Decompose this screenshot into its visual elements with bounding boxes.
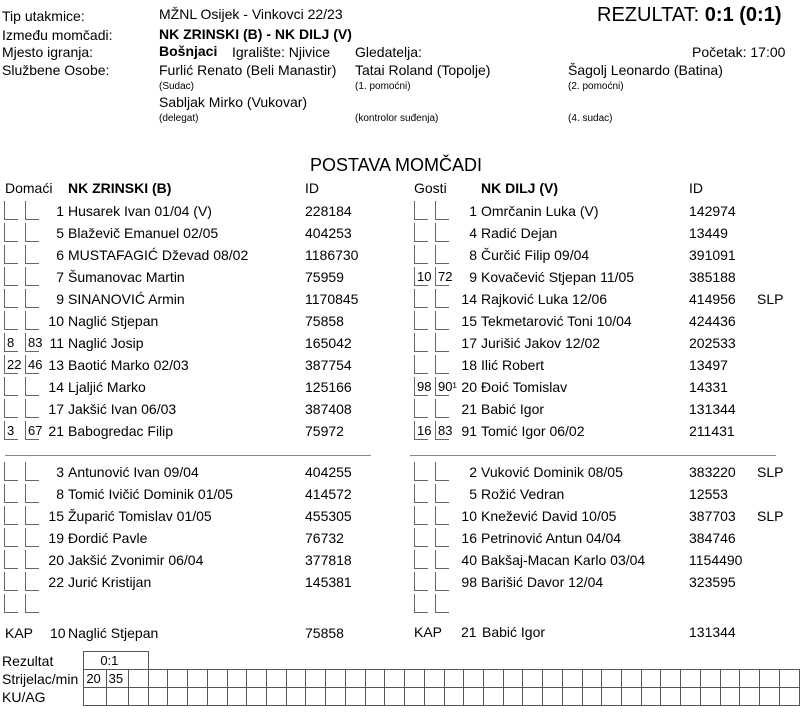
minute-box-out: 83: [435, 421, 449, 440]
player-name: Ilić Robert: [481, 357, 545, 373]
player-id: 391091: [689, 247, 736, 263]
player-name: Radić Dejan: [481, 225, 558, 241]
kuag-cell: [562, 688, 582, 706]
player-name: Kovačević Stjepan 11/05: [481, 269, 635, 285]
player-id: 385188: [689, 269, 736, 285]
scorer-cell: [582, 670, 602, 688]
minute-box-in: [414, 311, 428, 330]
kuag-cell: [700, 688, 720, 706]
minute-box-in: [414, 201, 428, 220]
kuag-cell: [168, 688, 188, 706]
player-id: 1154490: [689, 552, 743, 568]
scorer-cell: [129, 670, 149, 688]
player-id: 414572: [305, 486, 352, 502]
minute-box-in: 16: [414, 421, 428, 440]
player-name: Tomić Ivičić Dominik 01/05: [68, 486, 233, 502]
scorer-cell: 20: [84, 670, 106, 688]
officials-label: Službene Osobe:: [2, 62, 110, 78]
scorer-cell: [681, 670, 701, 688]
kuag-cell: [779, 688, 799, 706]
player-name: Babić Igor: [481, 401, 545, 417]
lineup-title: POSTAVA MOMČADI: [310, 155, 483, 175]
scorer-cell: [247, 670, 267, 688]
away-team-name: NK DILJ (V): [481, 180, 558, 196]
minute-box-in: 8: [4, 333, 18, 352]
player-number: 40: [461, 552, 477, 568]
scorer-cell: [227, 670, 247, 688]
player-number: 20: [461, 379, 477, 395]
player-name: Blaževič Emanuel 02/05: [68, 225, 219, 241]
player-number: 20: [48, 552, 64, 568]
minute-box-out: 90¹: [435, 377, 449, 396]
player-name: Tomić Igor 06/02: [481, 423, 585, 439]
player-number: 1: [469, 203, 477, 219]
player-name: Tekmetarović Toni 10/04: [481, 313, 632, 329]
player-id: 14331: [689, 379, 728, 395]
minute-box-in: [4, 594, 18, 613]
player-name: Husarek Ivan 01/04 (V): [68, 203, 212, 219]
kuag-cell: [385, 688, 405, 706]
player-name: Rajković Luka 12/06: [481, 291, 608, 307]
player-name: Jakšić Zvonimir 06/04: [68, 552, 204, 568]
player-note: SLP: [757, 291, 784, 307]
scorer-cell: [444, 670, 464, 688]
player-name: Baotić Marko 02/03: [68, 357, 189, 373]
kuag-cell: [621, 688, 641, 706]
player-number: 14: [48, 379, 64, 395]
player-id: 1170845: [305, 291, 359, 307]
minute-box-in: [414, 399, 428, 418]
scorer-cell: [700, 670, 720, 688]
player-name: Šumanovac Martin: [68, 269, 185, 285]
scorer-cell: [326, 670, 346, 688]
player-number: 3: [56, 464, 64, 480]
player-name: Ljaljić Marko: [68, 379, 146, 395]
player-name: MUSTAFAGIĆ Dževad 08/02: [68, 247, 249, 263]
official-name: Šagolj Leonardo (Batina): [568, 62, 723, 78]
scorer-cell: [483, 670, 503, 688]
player-id: 1186730: [305, 247, 359, 263]
minute-box-in: [4, 506, 18, 525]
scorer-cell: [503, 670, 523, 688]
minute-box-out: [435, 594, 449, 613]
minute-box-in: [4, 484, 18, 503]
away-captain-number: 21: [461, 624, 477, 640]
player-number: 98: [461, 574, 477, 590]
player-number: 15: [48, 508, 64, 524]
player-id: 414956: [689, 291, 736, 307]
minute-box-in: [4, 311, 18, 330]
player-note: SLP: [757, 464, 784, 480]
kuag-cell: [106, 688, 128, 706]
kuag-cell: [582, 688, 602, 706]
kuag-row: [0, 688, 800, 706]
minute-box-in: 3: [4, 421, 18, 440]
minute-box-in: [4, 245, 18, 264]
player-id: 377818: [305, 552, 352, 568]
minute-box-out: 83: [25, 333, 39, 352]
player-id: 13449: [689, 225, 728, 241]
scorer-cell: [523, 670, 543, 688]
scorer-cell: [385, 670, 405, 688]
minute-box-in: [414, 484, 428, 503]
scorer-cell: [641, 670, 661, 688]
away-side-label: Gosti: [414, 180, 447, 196]
minute-box-in: [414, 462, 428, 481]
minute-box-in: [4, 201, 18, 220]
player-id: 387408: [305, 401, 352, 417]
player-id: 145381: [305, 574, 352, 590]
kuag-cell: [267, 688, 287, 706]
scorer-cell: [720, 670, 740, 688]
player-id: 165042: [305, 335, 352, 351]
minute-box-in: [414, 572, 428, 591]
player-id: 75858: [305, 313, 344, 329]
venue-value: Bošnjaci: [159, 43, 218, 59]
player-number: 17: [461, 335, 477, 351]
player-number: 5: [469, 486, 477, 502]
home-captain-number: 10: [50, 625, 66, 641]
player-id: 211431: [689, 423, 735, 439]
result-value: 0:1 (0:1): [704, 4, 782, 26]
minute-box-in: [414, 289, 428, 308]
scorer-cell: [148, 670, 168, 688]
scorer-cell: [345, 670, 365, 688]
scorer-cell: [562, 670, 582, 688]
player-name: Naglić Josip: [68, 335, 144, 351]
kuag-cell: [444, 688, 464, 706]
minute-box-in: [414, 223, 428, 242]
player-id: 202533: [689, 335, 736, 351]
results-table: [0, 651, 800, 706]
player-id: 125166: [305, 379, 352, 395]
player-name: Knežević David 10/05: [481, 508, 617, 524]
player-number: 9: [469, 269, 477, 285]
player-number: 4: [469, 225, 477, 241]
home-captain-label: KAP: [5, 625, 34, 641]
scorer-cell: 35: [106, 670, 128, 688]
kuag-row-label: KU/AG: [2, 688, 46, 705]
player-number: 10: [461, 508, 477, 524]
scorer-cell: [424, 670, 444, 688]
official-name: Sabljak Mirko (Vukovar): [159, 94, 308, 110]
minute-box-in: [414, 528, 428, 547]
scorer-row-label: Strijelac/min: [2, 670, 79, 687]
scorer-cell: [779, 670, 799, 688]
player-number: 8: [469, 247, 477, 263]
away-captain-name: Babić Igor: [482, 624, 546, 640]
player-id: 142974: [689, 203, 736, 219]
kuag-cell: [760, 688, 780, 706]
minute-box-in: [4, 462, 18, 481]
player-name: Petrinović Antun 04/04: [481, 530, 622, 546]
player-id: 131344: [689, 401, 736, 417]
scorer-cell: [365, 670, 385, 688]
minute-box-in: [4, 267, 18, 286]
player-number: 2: [469, 464, 477, 480]
match-type-value: MŽNL Osijek - Vinkovci 22/23: [159, 6, 343, 22]
player-number: 91: [461, 423, 477, 439]
player-name: Čurčić Filip 09/04: [481, 247, 590, 263]
kuag-cell: [464, 688, 484, 706]
minute-box-in: [4, 528, 18, 547]
kuag-cell: [483, 688, 503, 706]
minute-box-in: [4, 289, 18, 308]
player-number: 21: [48, 423, 64, 439]
minute-box-in: 98: [414, 377, 428, 396]
player-name: Barišić Davor 12/04: [481, 574, 604, 590]
player-id: 75959: [305, 269, 344, 285]
kuag-cell: [681, 688, 701, 706]
scorer-cell: [188, 670, 208, 688]
kuag-cell: [345, 688, 365, 706]
minute-box-out: [25, 594, 39, 613]
scorer-row: [0, 670, 800, 688]
minute-box-out: 46: [25, 355, 39, 374]
kuag-cell: [503, 688, 523, 706]
player-id: 13497: [689, 357, 728, 373]
scorer-cell: [168, 670, 188, 688]
player-number: 17: [48, 401, 64, 417]
player-id: 404253: [305, 225, 352, 241]
scorer-cell: [760, 670, 780, 688]
player-note: SLP: [757, 508, 784, 524]
player-number: 19: [48, 530, 64, 546]
minute-box-in: [4, 223, 18, 242]
player-id: 387703: [689, 508, 736, 524]
kuag-cell: [326, 688, 346, 706]
home-captain-id: 75858: [305, 625, 344, 641]
away-captain-label: KAP: [414, 624, 443, 640]
spectators-label: Gledatelja:: [355, 44, 422, 60]
player-name: Omrčanin Luka (V): [481, 203, 599, 219]
minute-box-in: [414, 594, 428, 613]
match-type-label: Tip utakmice:: [2, 8, 85, 24]
kuag-cell: [84, 688, 106, 706]
player-name: SINANOVIĆ Armin: [68, 291, 185, 307]
minute-box-in: 10: [414, 267, 428, 286]
scorer-cell: [306, 670, 326, 688]
scorer-cell: [602, 670, 622, 688]
kuag-cell: [661, 688, 681, 706]
kuag-cell: [188, 688, 208, 706]
teams-label: Između momčadi:: [2, 27, 113, 43]
kuag-cell: [129, 688, 149, 706]
player-number: 9: [56, 291, 64, 307]
result-row: [0, 652, 800, 670]
minute-box-in: [4, 550, 18, 569]
kuag-cell: [227, 688, 247, 706]
minute-box-in: [414, 245, 428, 264]
kickoff-time: Početak: 17:00: [692, 44, 786, 60]
player-name: Đoić Tomislav: [481, 379, 568, 395]
divider: [5, 455, 371, 456]
minute-box-in: [414, 333, 428, 352]
player-number: 22: [48, 574, 64, 590]
official-role: (1. pomoćni): [355, 81, 411, 92]
player-id: 76732: [305, 530, 344, 546]
kuag-cell: [641, 688, 661, 706]
official-name: Tatai Roland (Topolje): [355, 62, 491, 78]
minute-box-in: [4, 399, 18, 418]
player-number: 6: [56, 247, 64, 263]
home-id-header: ID: [305, 180, 319, 196]
minute-box-in: [414, 355, 428, 374]
player-name: Jakšić Ivan 06/03: [68, 401, 177, 417]
kuag-cell: [720, 688, 740, 706]
player-number: 21: [461, 401, 477, 417]
player-number: 10: [48, 313, 64, 329]
home-captain-name: Naglić Stjepan: [68, 625, 159, 641]
kuag-cell: [247, 688, 267, 706]
scorer-cell: [267, 670, 287, 688]
player-number: 16: [461, 530, 477, 546]
minute-box-in: [4, 377, 18, 396]
result-row-value: 0:1: [84, 652, 148, 670]
player-id: 424436: [689, 313, 736, 329]
kuag-cell: [286, 688, 306, 706]
official-role: (4. sudac): [568, 113, 613, 124]
player-id: 323595: [689, 574, 736, 590]
player-number: 18: [461, 357, 477, 373]
player-number: 1: [56, 203, 64, 219]
player-name: Babogredac Filip: [68, 423, 174, 439]
home-team-name: NK ZRINSKI (B): [68, 180, 172, 196]
kuag-cell: [424, 688, 444, 706]
player-name: Antunović Ivan 09/04: [68, 464, 199, 480]
scorer-cell: [207, 670, 227, 688]
minute-box-in: [414, 506, 428, 525]
player-id: 383220: [689, 464, 736, 480]
official-role: (delegat): [159, 113, 199, 124]
player-name: Bakšaj-Macan Karlo 03/04: [481, 552, 646, 568]
divider: [410, 455, 776, 456]
player-id: 12553: [689, 486, 728, 502]
result-row-label: Rezultat: [2, 652, 54, 669]
official-name: Furlić Renato (Beli Manastir): [159, 62, 337, 78]
kuag-cell: [523, 688, 543, 706]
minute-box-out: 72: [435, 267, 449, 286]
player-id: 404255: [305, 464, 352, 480]
teams-value: NK ZRINSKI (B) - NK DILJ (V): [159, 26, 352, 42]
kuag-cell: [148, 688, 168, 706]
kuag-cell: [405, 688, 425, 706]
scorer-cell: [464, 670, 484, 688]
player-name: Rožić Vedran: [481, 486, 565, 502]
player-name: Jurić Kristijan: [68, 574, 152, 590]
player-number: 15: [461, 313, 477, 329]
minute-box-out: 67: [25, 421, 39, 440]
player-name: Jurišić Jakov 12/02: [481, 335, 601, 351]
scorer-cell: [621, 670, 641, 688]
official-role: (2. pomoćni): [568, 81, 624, 92]
kuag-cell: [207, 688, 227, 706]
player-number: 11: [49, 335, 64, 351]
official-role: (Sudac): [159, 81, 195, 92]
player-id: 75972: [305, 423, 344, 439]
kuag-cell: [602, 688, 622, 706]
result-label: REZULTAT:: [597, 4, 700, 26]
player-name: Župarić Tomislav 01/05: [68, 508, 212, 524]
player-number: 14: [461, 291, 477, 307]
player-number: 7: [56, 269, 64, 285]
minute-box-in: [414, 550, 428, 569]
venue-label: Mjesto igranja:: [2, 44, 94, 60]
pitch-info: Igralište: Njivice: [232, 44, 331, 60]
player-id: 387754: [305, 357, 352, 373]
away-id-header: ID: [689, 180, 703, 196]
player-number: 13: [48, 357, 64, 373]
player-number: 8: [56, 486, 64, 502]
kuag-cell: [543, 688, 563, 706]
player-number: 5: [56, 225, 64, 241]
scorer-cell: [740, 670, 760, 688]
kuag-cell: [740, 688, 760, 706]
player-id: 384746: [689, 530, 736, 546]
minute-box-in: [4, 572, 18, 591]
scorer-cell: [661, 670, 681, 688]
scorer-cell: [405, 670, 425, 688]
minute-box-in: 22: [4, 355, 18, 374]
scorer-cell: [286, 670, 306, 688]
home-side-label: Domaći: [5, 180, 53, 196]
player-name: Đordić Pavle: [68, 530, 148, 546]
player-name: Naglić Stjepan: [68, 313, 159, 329]
player-id: 228184: [305, 203, 352, 219]
player-id: 455305: [305, 508, 352, 524]
result-header: [597, 4, 782, 27]
away-captain-id: 131344: [689, 624, 736, 640]
scorer-cell: [543, 670, 563, 688]
kuag-cell: [365, 688, 385, 706]
player-name: Vuković Dominik 08/05: [481, 464, 623, 480]
kuag-cell: [306, 688, 326, 706]
official-role: (kontrolor suđenja): [355, 113, 439, 124]
